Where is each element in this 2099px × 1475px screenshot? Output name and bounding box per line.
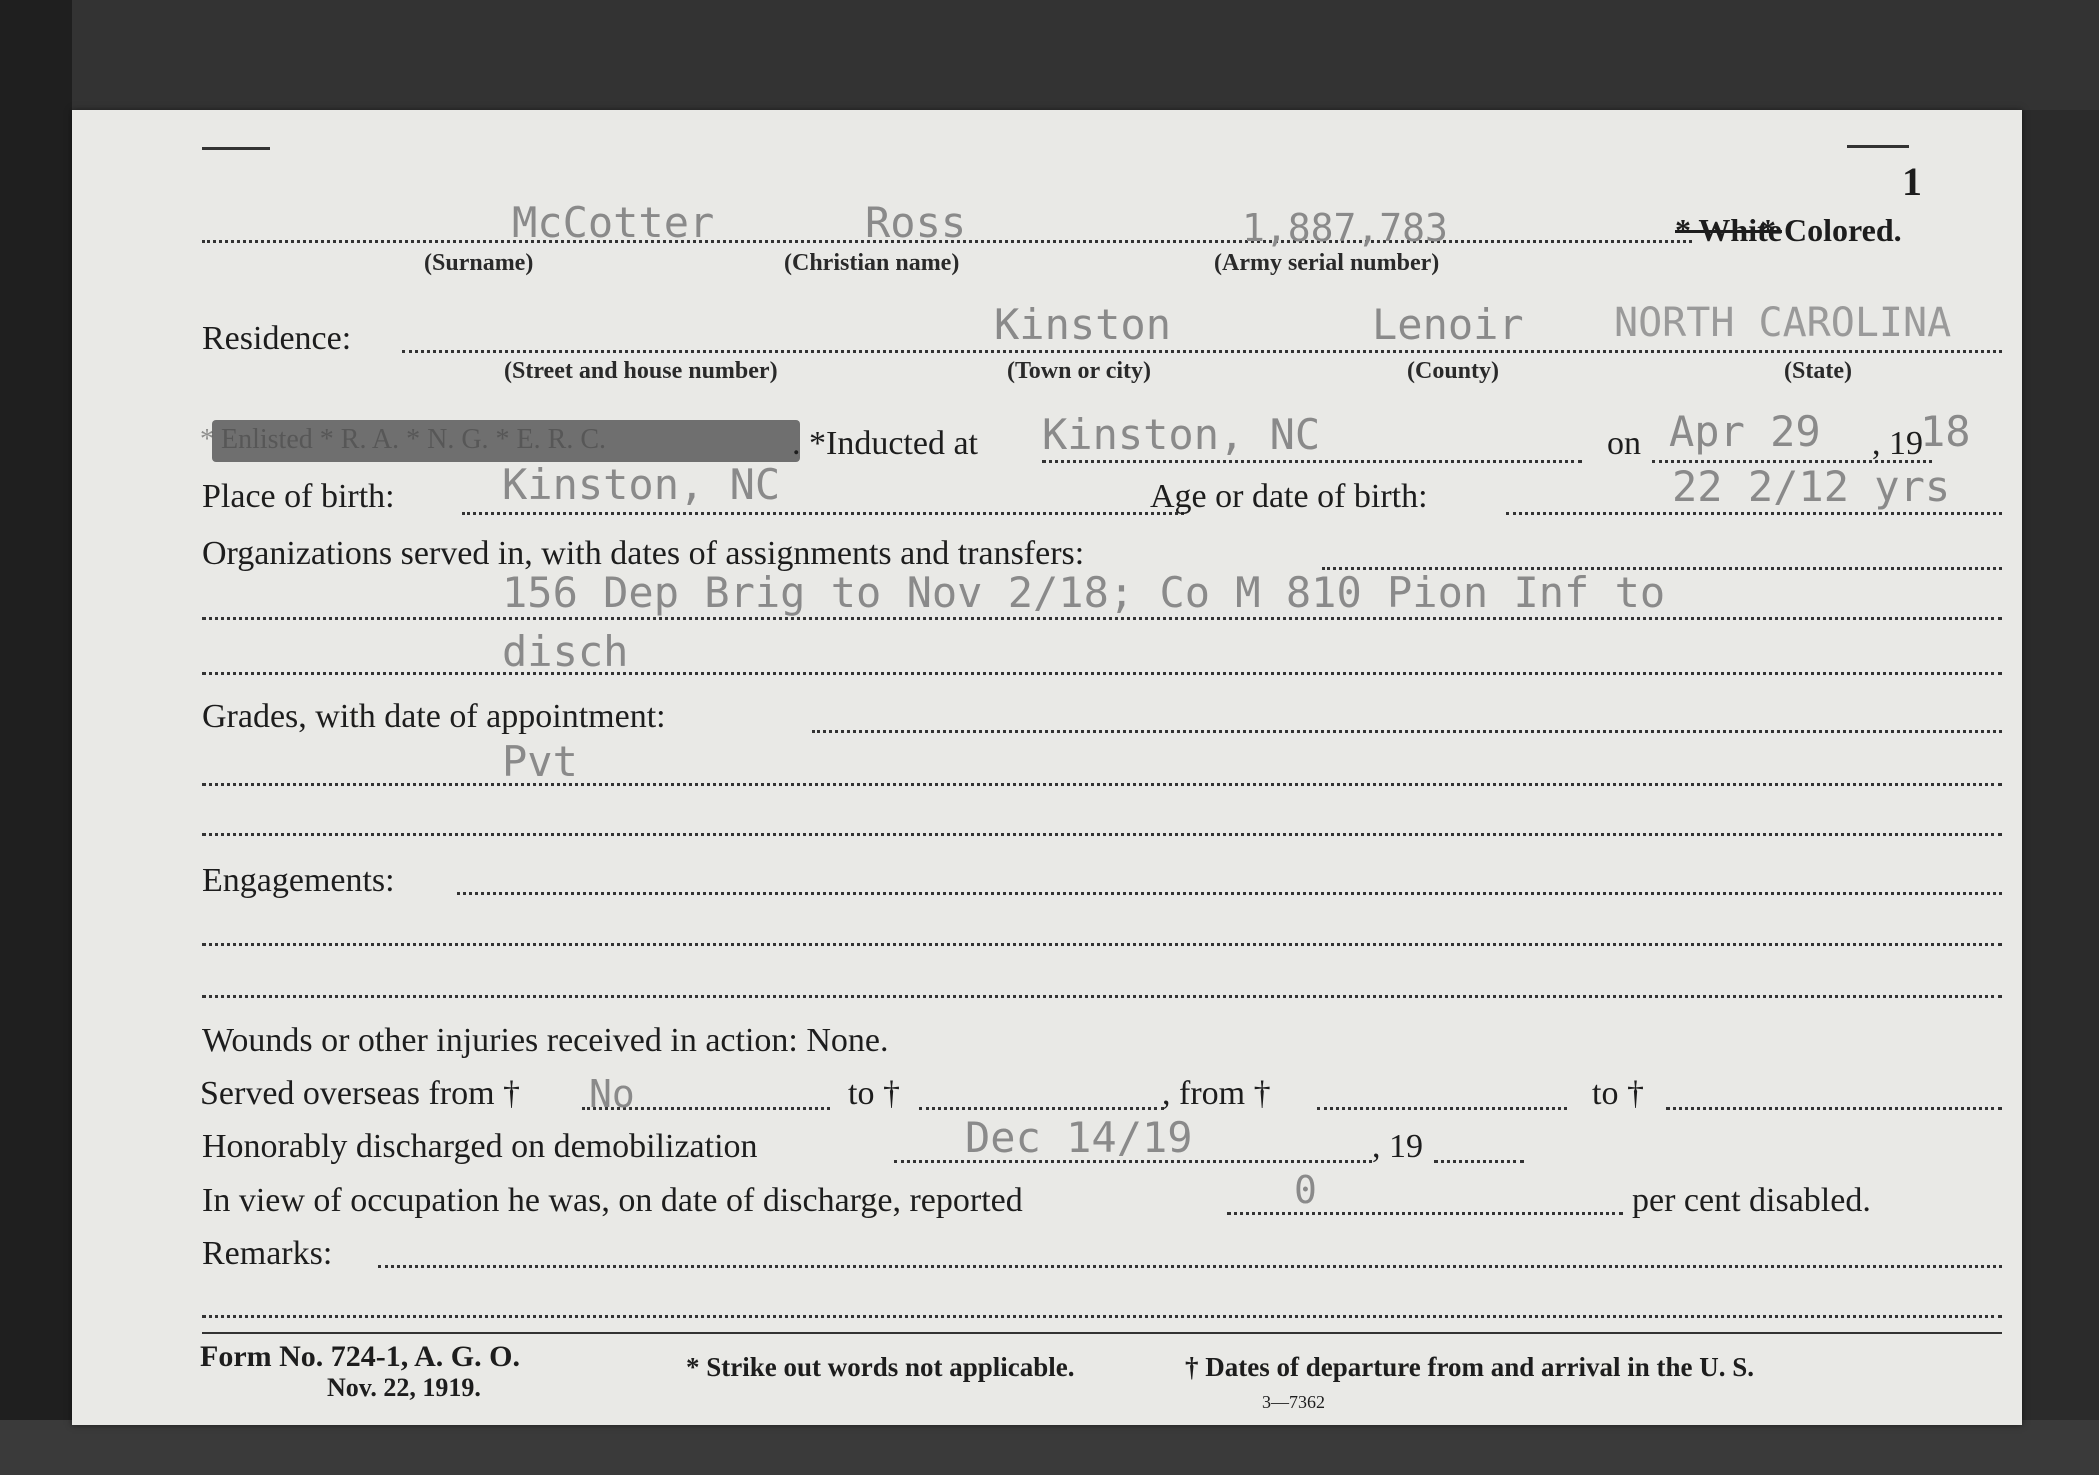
race-white: * White xyxy=(1675,212,1782,248)
overseas-to-line xyxy=(919,1107,1164,1110)
engagements-label: Engagements: xyxy=(202,862,395,899)
overseas-from-value: No xyxy=(589,1072,635,1116)
inducted-line xyxy=(1042,460,1582,463)
remarks-label: Remarks: xyxy=(202,1235,333,1272)
card-number: 1 xyxy=(1902,159,1922,204)
grades-label: Grades, with date of appointment: xyxy=(202,698,666,735)
overseas-from2-line xyxy=(1317,1107,1567,1110)
strike-out-note: * Strike out words not applicable. xyxy=(686,1352,1075,1382)
engagements-line-2 xyxy=(202,995,2002,998)
residence-county-value: Lenoir xyxy=(1372,300,1524,349)
overseas-to2-line xyxy=(1666,1107,2002,1110)
induction-date-value: Apr 29 xyxy=(1669,407,1821,456)
residence-state-value: NORTH CAROLINA xyxy=(1614,300,1952,346)
form-number: Form No. 724-1, A. G. O. xyxy=(200,1340,520,1373)
engagements-line-1 xyxy=(202,943,2002,946)
wounds-label: Wounds or other injuries received in action: None. xyxy=(202,1022,889,1059)
footer-rule xyxy=(202,1332,2002,1334)
top-right-rule xyxy=(1847,145,1909,148)
organizations-label: Organizations served in, with dates of assignments and transfers: xyxy=(202,535,1085,572)
grades-line-2 xyxy=(202,833,2002,836)
year-prefix: , 19 xyxy=(1872,425,1923,462)
disability-label: In view of occupation he was, on date of discharge, reported xyxy=(202,1182,1023,1219)
discharge-year-suffix: , 19 xyxy=(1372,1128,1423,1165)
disability-percent-value: 0 xyxy=(1294,1168,1317,1212)
inducted-at-value: Kinston, NC xyxy=(1042,410,1321,459)
background-top xyxy=(0,0,2099,110)
dates-note: † Dates of departure from and arrival in the U. S. xyxy=(1185,1352,1754,1382)
age-line xyxy=(1506,512,2002,515)
grades-value: Pvt xyxy=(502,737,578,786)
age-value: 22 2/12 yrs xyxy=(1672,462,1951,511)
surname-caption: (Surname) xyxy=(424,250,534,276)
organizations-line-1 xyxy=(202,617,2002,620)
disability-line xyxy=(1227,1212,1623,1215)
discharge-label: Honorably discharged on demobilization xyxy=(202,1128,758,1165)
service-record-card xyxy=(72,110,2022,1425)
place-of-birth-label: Place of birth: xyxy=(202,478,395,515)
county-caption: (County) xyxy=(1407,358,1500,384)
engagements-line-0 xyxy=(457,892,2002,895)
residence-label: Residence: xyxy=(202,320,352,357)
christian-name-value: Ross xyxy=(865,198,967,247)
serial-number-value: 1,887,783 xyxy=(1242,206,1448,250)
town-caption: (Town or city) xyxy=(1007,358,1151,384)
discharge-date-value: Dec 14/19 xyxy=(965,1113,1193,1162)
age-label: Age or date of birth: xyxy=(1150,478,1428,515)
overseas-to2-label: to † xyxy=(1592,1075,1644,1112)
top-left-rule xyxy=(202,147,270,150)
on-label: on xyxy=(1607,425,1641,462)
enlisted-options: * Enlisted * R. A. * N. G. * E. R. C. xyxy=(200,424,607,455)
print-code: 3—7362 xyxy=(1262,1392,1325,1412)
race-colored: * Colored. xyxy=(1760,212,1902,248)
organizations-line-2 xyxy=(202,672,2002,675)
place-of-birth-line xyxy=(462,512,1184,515)
organizations-entry-2: disch xyxy=(502,627,629,676)
residence-town-value: Kinston xyxy=(994,300,1172,349)
organizations-entry-1: 156 Dep Brig to Nov 2/18; Co M 810 Pion Inf to xyxy=(502,568,1666,617)
street-caption: (Street and house number) xyxy=(504,358,778,384)
background-bottom xyxy=(0,1420,2099,1475)
grades-line-0 xyxy=(812,730,2002,733)
background-left xyxy=(0,0,72,1475)
induction-year-value: 18 xyxy=(1920,407,1971,456)
disability-suffix: per cent disabled. xyxy=(1632,1182,1871,1219)
overseas-to-label: to † xyxy=(848,1075,900,1112)
form-date: Nov. 22, 1919. xyxy=(327,1373,481,1402)
serial-number-caption: (Army serial number) xyxy=(1214,250,1440,276)
surname-value: McCotter xyxy=(512,198,715,247)
inducted-label: . *Inducted at xyxy=(792,425,978,462)
place-of-birth-value: Kinston, NC xyxy=(502,460,781,509)
state-caption: (State) xyxy=(1784,358,1852,384)
grades-line-1 xyxy=(202,783,2002,786)
discharge-year-line xyxy=(1434,1160,1524,1163)
residence-line xyxy=(402,350,2002,353)
christian-name-caption: (Christian name) xyxy=(784,250,960,276)
remarks-line-1 xyxy=(202,1315,2002,1318)
overseas-label: Served overseas from † xyxy=(200,1075,521,1112)
overseas-from2-label: , from † xyxy=(1162,1075,1271,1112)
remarks-line-0 xyxy=(378,1265,2002,1268)
